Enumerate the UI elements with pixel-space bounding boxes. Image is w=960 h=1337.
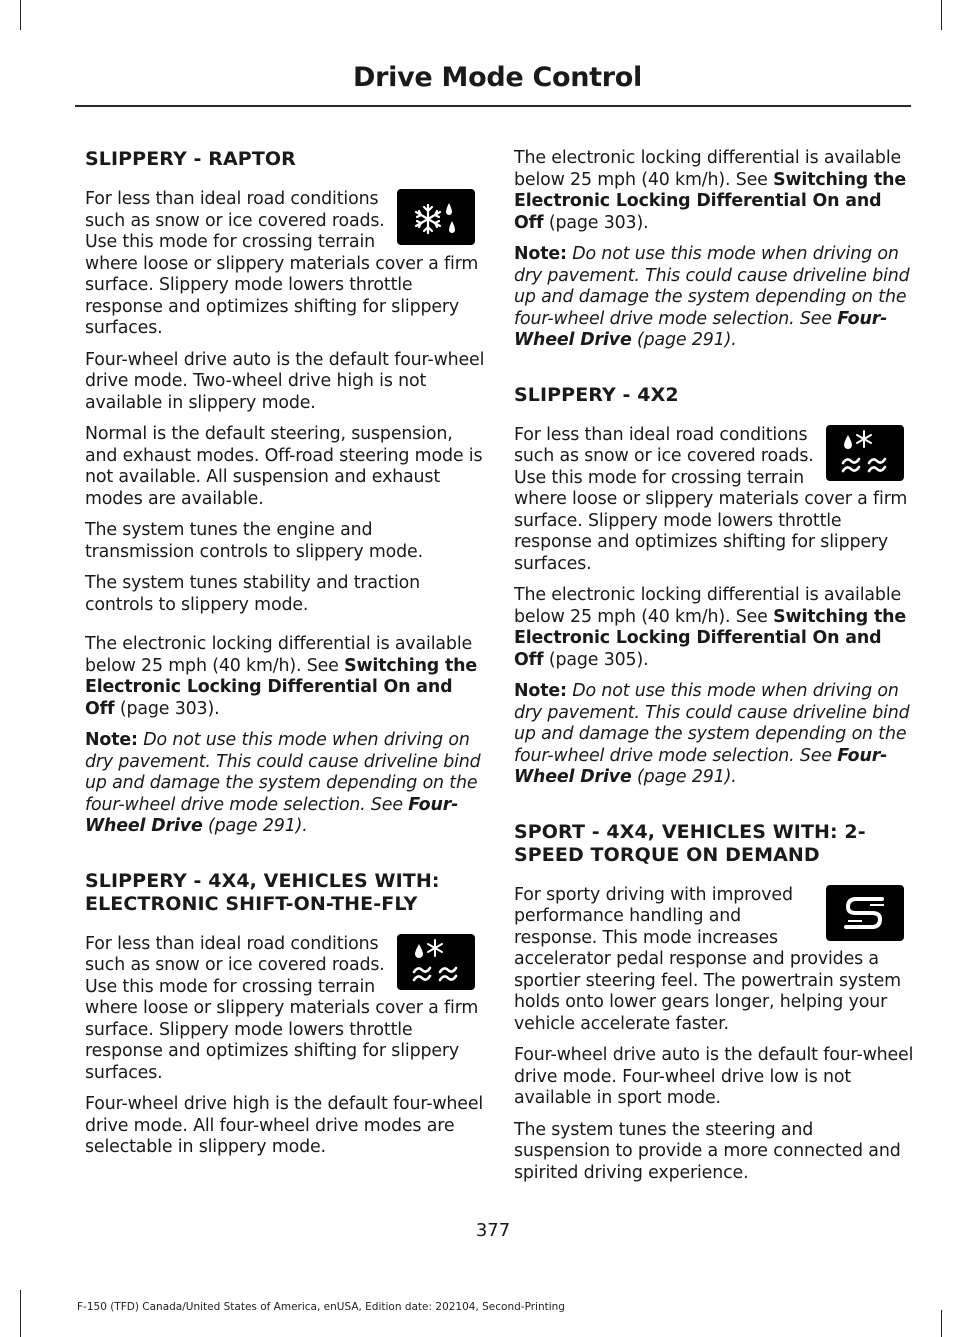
edition-info: F-150 (TFD) Canada/United States of America, enUSA, Edition date: 202104, Second-Printing — [77, 1301, 565, 1313]
page-reference: (page 291). — [208, 816, 308, 836]
paragraph: For less than ideal road conditions such as snow or ice covered roads. Use this mode for crossing terrain where loose or slippery materials cover a firm surface. Slippery mode lowers throttle response and optimizes shifting for slippery surfaces. — [85, 933, 479, 1083]
page-reference: (page 305). — [548, 649, 649, 670]
page-reference: (page 291). — [637, 330, 737, 350]
paragraph: Four-wheel drive auto is the default four-wheel drive mode. Four-wheel drive low is not available in sport mode. — [514, 1045, 914, 1108]
page-reference: (page 303). — [119, 698, 220, 719]
paragraph: For less than ideal road conditions such as snow or ice covered roads. Use this mode for crossing terrain where loose or slippery materials cover a firm surface. Slippery mode lowers throttle response and optimizes shifting for slippery surfaces. — [85, 189, 479, 338]
section-heading: SLIPPERY - 4X4, VEHICLES WITH: ELECTRONIC SHIFT-ON-THE-FLY — [85, 869, 440, 915]
page-reference: (page 291). — [637, 767, 737, 787]
slippery-road-icon — [826, 425, 904, 481]
page-title: Drive Mode Control — [353, 62, 642, 93]
section-slippery-4x4 — [85, 870, 485, 1159]
crop-mark — [941, 1310, 942, 1337]
paragraph: The system tunes the engine and transmission controls to slippery mode. — [85, 520, 423, 562]
note-text: Do not use this mode when driving on dry pavement. This could cause driveline bind up and damage the system depending on the four-wheel drive mode selection. See — [514, 681, 910, 766]
paragraph — [514, 585, 914, 671]
paragraph: For less than ideal road conditions such as snow or ice covered roads. Use this mode for crossing terrain where loose or slippery materials cover a firm surface. Slippery mode lowers throttle response and optimizes shifting for slippery surfaces. — [514, 424, 908, 574]
section-continued — [514, 148, 914, 352]
sport-s-icon — [826, 885, 904, 941]
note — [514, 681, 914, 789]
paragraph: Four-wheel drive auto is the default four-wheel drive mode. Two-wheel drive high is not available in slippery mode. — [85, 349, 485, 413]
paragraph — [85, 634, 485, 720]
paragraph-text: The electronic locking differential is available below 25 mph (40 km/h). See — [85, 634, 473, 676]
cross-reference-link[interactable]: Switching the Electronic Locking Differential On and Off — [85, 655, 478, 719]
section-slippery-raptor — [85, 148, 485, 838]
paragraph: The system tunes the steering and suspension to provide a more connected and spirited driving experience. — [514, 1119, 901, 1183]
header-divider — [75, 105, 911, 107]
crop-mark — [20, 1290, 21, 1337]
slippery-road-icon — [397, 934, 475, 990]
right-column — [514, 148, 914, 1194]
snowflake-drops-icon — [397, 189, 475, 245]
paragraph: Normal is the default steering, suspension, and exhaust modes. Off-road steering mode is not available. All suspension and exhaust modes are available. — [85, 424, 483, 509]
paragraph-text: The electronic locking differential is available below 25 mph (40 km/h). See — [514, 585, 902, 627]
section-heading: SPORT - 4X4, VEHICLES WITH: 2-SPEED TORQUE ON DEMAND — [514, 820, 866, 866]
page-reference: (page 303). — [548, 212, 649, 233]
note — [514, 244, 914, 352]
paragraph: For sporty driving with improved performance handling and response. This mode increases accelerator pedal response and provides a sportier steering feel. The powertrain system holds onto lower gears longer, helping your vehicle accelerate faster. — [514, 884, 901, 1034]
page-number: 377 — [475, 1220, 511, 1241]
note-label: Note: — [85, 730, 138, 750]
crop-mark — [941, 0, 942, 30]
note-label: Note: — [514, 244, 567, 264]
crop-mark — [20, 0, 21, 30]
paragraph-text: The electronic locking differential is available below 25 mph (40 km/h). See — [514, 148, 902, 190]
cross-reference-link[interactable]: Four-Wheel Drive — [85, 794, 459, 836]
section-heading: SLIPPERY - RAPTOR — [85, 148, 296, 170]
note-text: Do not use this mode when driving on dry pavement. This could cause driveline bind up and damage the system depending on the four-wheel drive mode selection. See — [514, 244, 910, 329]
paragraph: Four-wheel drive high is the default four-wheel drive mode. All four-wheel drive modes are selectable in slippery mode. — [85, 1094, 484, 1157]
paragraph — [514, 148, 914, 234]
section-heading: SLIPPERY - 4X2 — [514, 383, 679, 406]
cross-reference-link[interactable]: Switching the Electronic Locking Differential On and Off — [514, 169, 907, 233]
note — [85, 730, 485, 838]
cross-reference-link[interactable]: Four-Wheel Drive — [514, 745, 888, 787]
paragraph: The system tunes stability and traction controls to slippery mode. — [85, 573, 421, 615]
section-sport — [514, 821, 914, 1185]
cross-reference-link[interactable]: Switching the Electronic Locking Differential On and Off — [514, 606, 907, 670]
note-label: Note: — [514, 681, 567, 701]
note-text: Do not use this mode when driving on dry pavement. This could cause driveline bind up and damage the system depending on the four-wheel drive mode selection. See — [85, 730, 481, 815]
left-column — [85, 148, 485, 1169]
section-slippery-4x2 — [514, 384, 914, 789]
cross-reference-link[interactable]: Four-Wheel Drive — [514, 308, 888, 350]
